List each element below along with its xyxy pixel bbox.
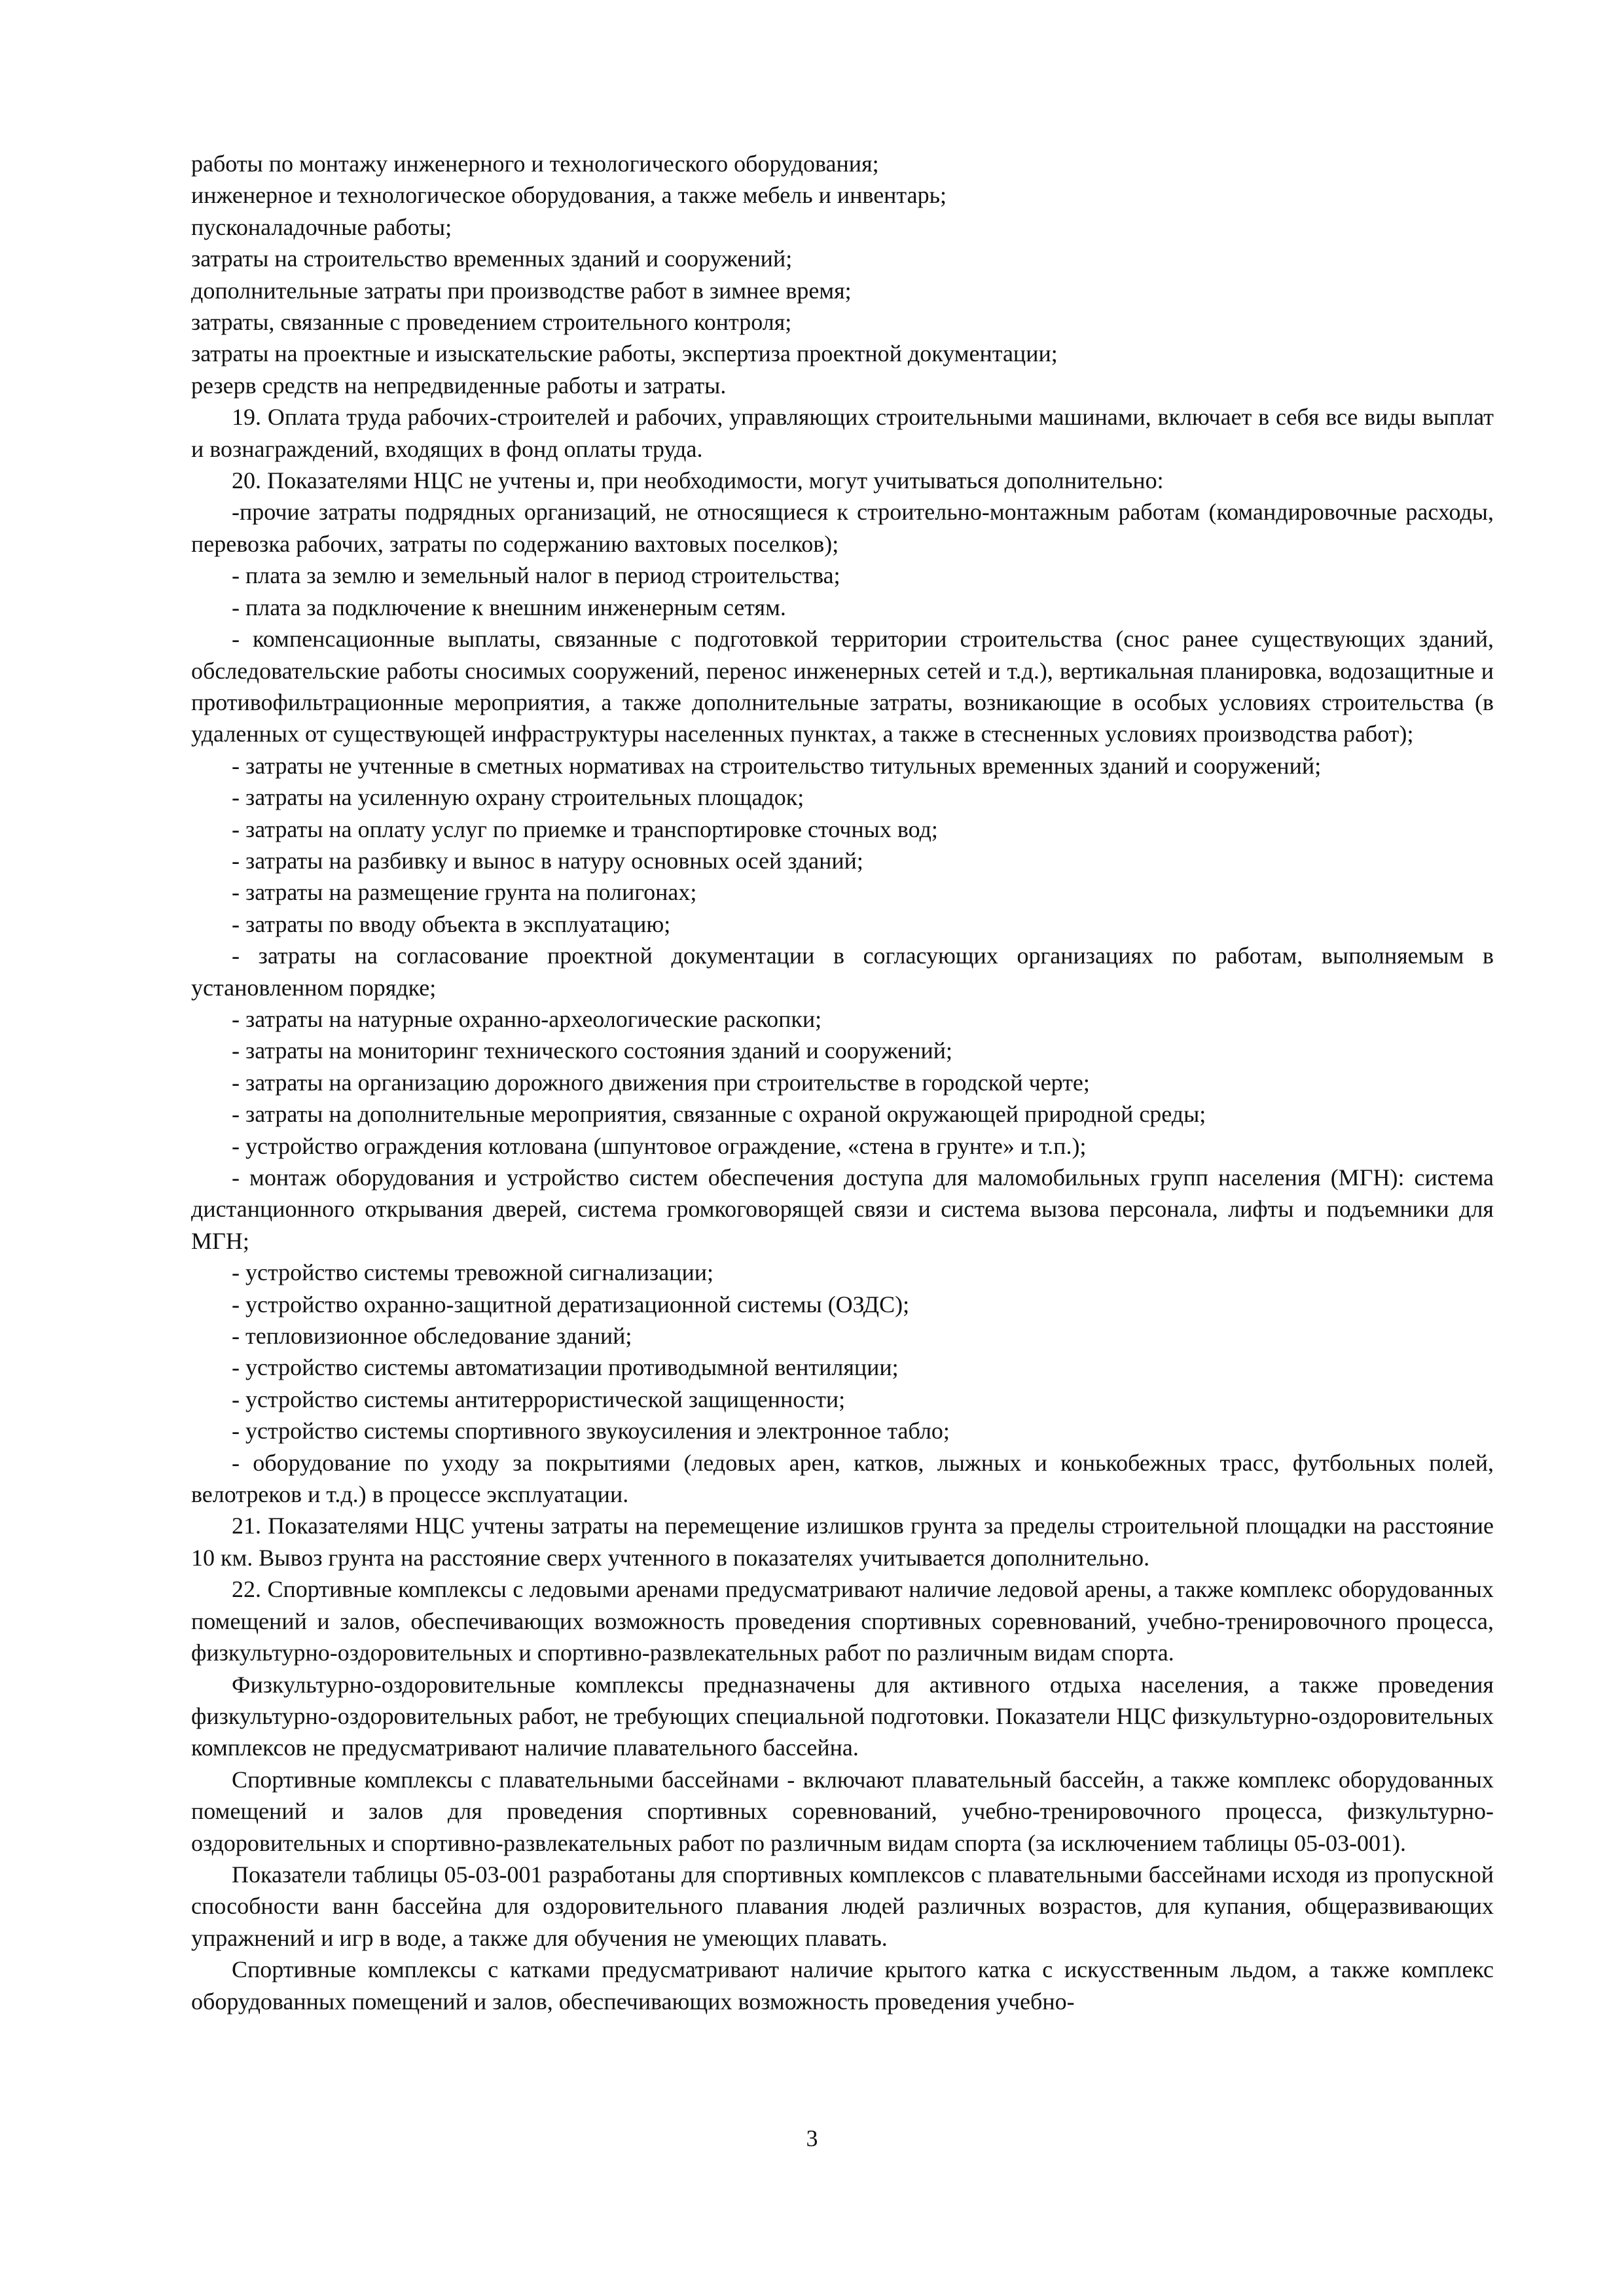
exclusion-item: - затраты на разбивку и вынос в натуру основных осей зданий; [232, 847, 863, 874]
paragraph-rink-complexes: Спортивные комплексы с катками предусматривают наличие крытого катка с искусственным льдом, а также комплекс оборудованных помещений и залов, обеспечивающих возможность проведения учебно- [191, 1956, 1494, 2015]
exclusion-item: - оборудование по уходу за покрытиями (ледовых арен, катков, лыжных и конькобежных трасс, футбольных полей, велотреков и т.д.) в процессе эксплуатации. [191, 1449, 1494, 1508]
exclusion-item: - затраты на согласование проектной документации в согласующих организациях по работам, выполняемым в установленном порядке; [191, 942, 1494, 1001]
exclusion-item: - устройство ограждения котлована (шпунтовое ограждение, «стена в грунте» и т.п.); [232, 1132, 1087, 1159]
exclusion-item: - компенсационные выплаты, связанные с подготовкой территории строительства (снос ранее существующих зданий, обследовательские работы сносимых сооружений, перенос инженерных сетей и т.д.), вертикальная планировка, водозащитные и противофильтрационные мероприятия, а также дополнительные затраты, возникающие в особых условиях строительства (в удаленных от существующей инфраструктуры населенных пунктах, а также в стесненных условиях производства работ); [191, 626, 1494, 747]
exclusions-list [191, 496, 1494, 1510]
page-body [191, 148, 1494, 2017]
exclusion-item: - тепловизионное обследование зданий; [232, 1323, 632, 1350]
exclusion-item: - затраты на оплату услуг по приемке и транспортировке сточных вод; [232, 816, 938, 842]
exclusion-item: - затраты на размещение грунта на полигонах; [232, 879, 697, 906]
exclusion-item: - затраты на натурные охранно-археологические раскопки; [232, 1005, 822, 1032]
exclusion-item: - затраты на дополнительные мероприятия, связанные с охраной окружающей природной среды; [232, 1101, 1206, 1128]
intro-line: инженерное и технологическое оборудования, а также мебель и инвентарь; [191, 182, 947, 209]
exclusion-item: - устройство системы антитеррористической защищенности; [232, 1386, 846, 1412]
exclusion-item: - затраты по вводу объекта в эксплуатацию; [232, 910, 671, 937]
exclusion-item: - устройство системы спортивного звукоусиления и электронное табло; [232, 1418, 950, 1444]
page-number: 3 [806, 2125, 818, 2151]
exclusion-item: - устройство охранно-защитной дератизационной системы (ОЗДС); [232, 1291, 910, 1318]
intro-line: резерв средств на непредвиденные работы и затраты. [191, 372, 727, 399]
exclusion-item: - затраты на усиленную охрану строительных площадок; [232, 784, 804, 811]
intro-line: дополнительные затраты при производстве работ в зимнее время; [191, 277, 852, 304]
intro-line: пусконаладочные работы; [191, 213, 452, 240]
intro-line: затраты, связанные с проведением строительного контроля; [191, 309, 792, 336]
exclusion-item: - устройство системы тревожной сигнализации; [232, 1259, 713, 1286]
paragraph-19: 19. Оплата труда рабочих-строителей и рабочих, управляющих строительными машинами, включает в себя все виды выплат и вознаграждений, входящих в фонд оплаты труда. [191, 404, 1494, 462]
paragraph-fitness-complexes: Физкультурно-оздоровительные комплексы предназначены для активного отдыха населения, а также проведения физкультурно-оздоровительных работ, не требующих специальной подготовки. Показатели НЦС физкультурно-оздоровительных комплексов не предусматривают наличие плавательного бассейна. [191, 1671, 1494, 1761]
exclusion-item: - затраты не учтенные в сметных нормативах на строительство титульных временных зданий и сооружений; [232, 752, 1322, 779]
exclusion-item: - монтаж оборудования и устройство систем обеспечения доступа для маломобильных групп населения (МГН): система дистанционного открывания дверей, система громкоговорящей связи и система вызова персонала, лифты и подъемники для МГН; [191, 1164, 1494, 1254]
exclusion-item: -прочие затраты подрядных организаций, не относящиеся к строительно-монтажным работам (командировочные расходы, перевозка рабочих, затраты по содержанию вахтовых поселков); [191, 499, 1494, 557]
intro-line: затраты на проектные и изыскательские работы, экспертиза проектной документации; [191, 340, 1058, 367]
paragraph-22: 22. Спортивные комплексы с ледовыми аренами предусматривают наличие ледовой арены, а также комплекс оборудованных помещений и залов, обеспечивающих возможность проведения спортивных соревнований, учебно-тренировочного процесса, физкультурно-оздоровительных и спортивно-развлекательных работ по различным видам спорта. [191, 1576, 1494, 1666]
paragraph-21: 21. Показателями НЦС учтены затраты на перемещение излишков грунта за пределы строительной площадки на расстояние 10 км. Вывоз грунта на расстояние сверх учтенного в показателях учитывается дополнительно. [191, 1513, 1494, 1571]
exclusion-item: - плата за подключение к внешним инженерным сетям. [232, 594, 786, 620]
exclusion-item: - устройство системы автоматизации противодымной вентиляции; [232, 1354, 899, 1381]
paragraph-20-intro: 20. Показателями НЦС не учтены и, при необходимости, могут учитываться дополнительно: [232, 467, 1164, 494]
paragraph-table-05-03-001: Показатели таблицы 05-03-001 разработаны для спортивных комплексов с плавательными бассейнами исходя из пропускной способности ванн бассейна для оздоровительного плавания людей различных возрастов, для купания, общеразвивающих упражнений и игр в воде, а также для обучения не умеющих плавать. [191, 1861, 1494, 1951]
intro-line: работы по монтажу инженерного и технологического оборудования; [191, 151, 879, 177]
exclusion-item: - плата за землю и земельный налог в период строительства; [232, 562, 840, 589]
intro-line: затраты на строительство временных зданий и сооружений; [191, 245, 793, 272]
exclusion-item: - затраты на организацию дорожного движения при строительстве в городской черте; [232, 1069, 1090, 1096]
exclusion-item: - затраты на мониторинг технического состояния зданий и сооружений; [232, 1037, 952, 1064]
intro-list [191, 148, 1494, 401]
paragraph-pool-complexes: Спортивные комплексы с плавательными бассейнами - включают плавательный бассейн, а также комплекс оборудованных помещений и залов для проведения спортивных соревнований, учебно-тренировочного процесса, физкультурно-оздоровительных и спортивно-развлекательных работ по различным видам спорта (за исключением таблицы 05-03-001). [191, 1766, 1494, 1856]
